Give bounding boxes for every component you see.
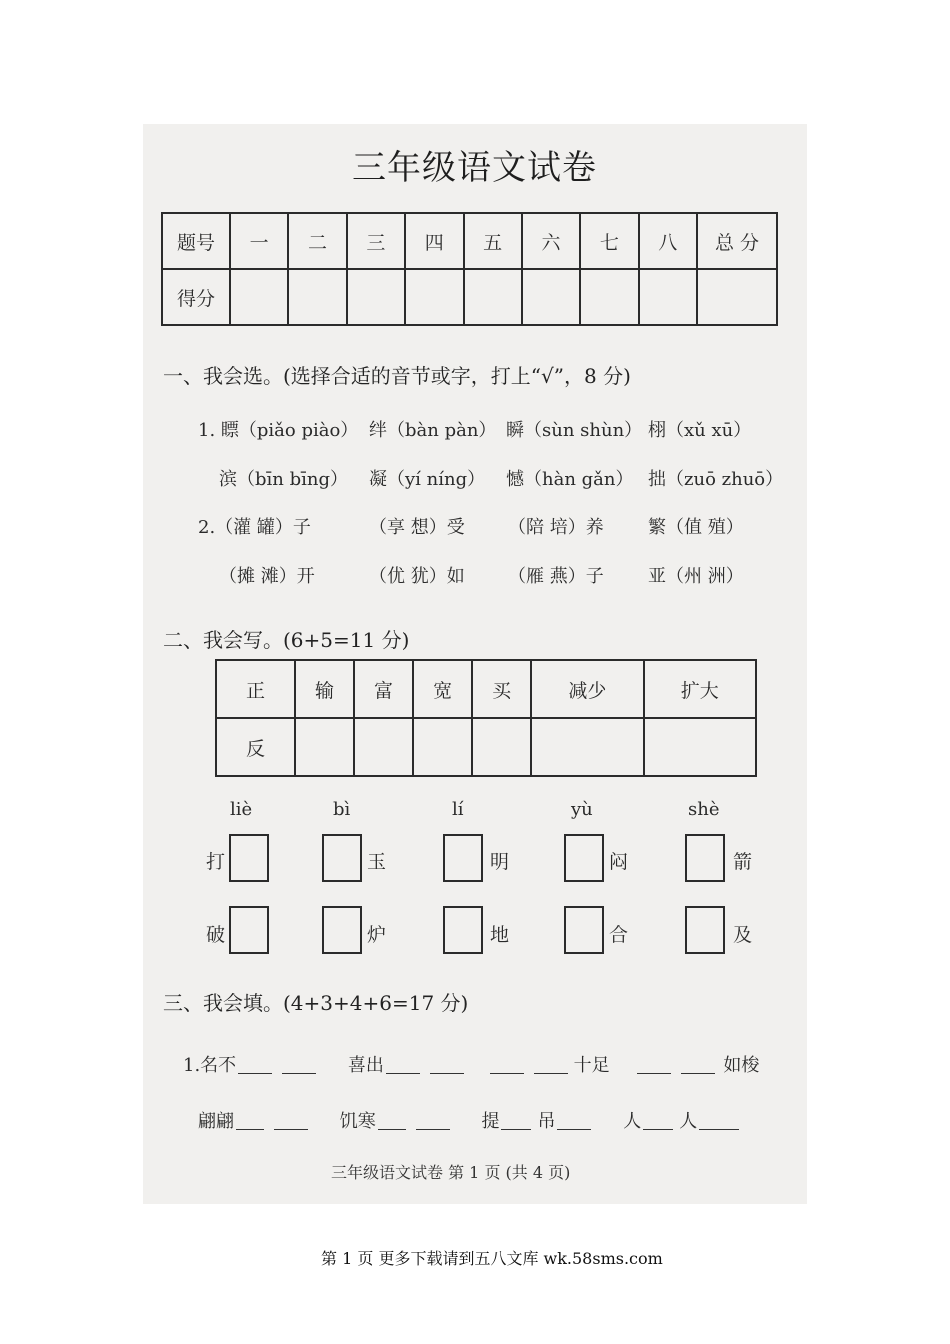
blank[interactable] <box>534 1055 568 1074</box>
page-footer: 三年级语文试卷 第 1 页 (共 4 页) <box>331 1163 571 1182</box>
table-cell: 减少 <box>531 660 643 718</box>
answer-cell[interactable] <box>295 718 354 776</box>
section1-heading: 一、我会选。(选择合适的音节或字，打上“√”，8 分) <box>163 364 631 388</box>
table-cell: 宽 <box>413 660 472 718</box>
word-char: 炉 <box>367 924 387 946</box>
q2-item: （享 想）受 <box>369 517 465 538</box>
char-box[interactable] <box>443 834 483 882</box>
score-table <box>161 212 778 326</box>
blank[interactable] <box>416 1111 450 1130</box>
word-char: 玉 <box>367 851 387 873</box>
answer-cell[interactable] <box>472 718 531 776</box>
table-cell: 三 <box>347 213 405 269</box>
q1-item: 凝（yí níng） <box>369 469 486 490</box>
table-cell: 七 <box>580 213 638 269</box>
table-cell: 买 <box>472 660 531 718</box>
char-box[interactable] <box>229 906 269 954</box>
section3-heading: 三、我会填。(4+3+4+6=17 分) <box>163 991 469 1015</box>
char-box[interactable] <box>322 834 362 882</box>
score-cell[interactable] <box>405 269 463 325</box>
idiom-text: 人 <box>623 1111 642 1132</box>
score-cell[interactable] <box>347 269 405 325</box>
table-cell: 反 <box>216 718 295 776</box>
idiom-text: 1.名不 <box>183 1055 237 1076</box>
antonym-table <box>215 659 757 777</box>
score-cell[interactable] <box>580 269 638 325</box>
answer-cell[interactable] <box>531 718 643 776</box>
pinyin-label: lí <box>452 799 464 820</box>
page-title: 三年级语文试卷 <box>352 148 597 188</box>
blank[interactable] <box>274 1111 308 1130</box>
blank[interactable] <box>699 1111 739 1130</box>
q2-item: 繁（值 殖） <box>648 517 744 538</box>
table-cell: 富 <box>354 660 413 718</box>
word-char: 明 <box>490 851 510 873</box>
table-cell: 四 <box>405 213 463 269</box>
table-cell: 六 <box>522 213 580 269</box>
blank[interactable] <box>378 1111 406 1130</box>
score-table-score-row <box>162 269 777 325</box>
table-cell: 八 <box>639 213 697 269</box>
antonym-row <box>216 660 756 718</box>
table-cell: 总 分 <box>697 213 777 269</box>
score-cell[interactable] <box>522 269 580 325</box>
idiom-text: 吊 <box>537 1111 556 1132</box>
idiom-text: 饥寒 <box>339 1111 376 1132</box>
char-box[interactable] <box>443 906 483 954</box>
download-caption: 第 1 页 更多下载请到五八文库 wk.58sms.com <box>321 1249 663 1268</box>
score-table-header-row <box>162 213 777 269</box>
section2-heading: 二、我会写。(6+5=11 分) <box>163 628 410 652</box>
blank[interactable] <box>557 1111 591 1130</box>
word-char: 地 <box>490 924 510 946</box>
idiom-text: 人 <box>679 1111 698 1132</box>
idiom-text: 如梭 <box>723 1055 760 1076</box>
char-box[interactable] <box>229 834 269 882</box>
char-box[interactable] <box>685 906 725 954</box>
word-char: 破 <box>206 924 226 946</box>
char-box[interactable] <box>685 834 725 882</box>
word-char: 箭 <box>733 851 753 873</box>
blank[interactable] <box>490 1055 524 1074</box>
idiom-line-2 <box>198 1107 739 1133</box>
blank[interactable] <box>238 1055 272 1074</box>
blank[interactable] <box>501 1111 531 1130</box>
q2-item: （优 犹）如 <box>369 566 465 587</box>
q1-item: 栩（xǔ xū） <box>648 420 752 441</box>
blank[interactable] <box>681 1055 715 1074</box>
pinyin-label: shè <box>688 799 720 820</box>
score-cell[interactable] <box>697 269 777 325</box>
answer-cell[interactable] <box>354 718 413 776</box>
q1-item: 憾（hàn gǎn） <box>506 469 634 490</box>
blank[interactable] <box>430 1055 464 1074</box>
score-cell[interactable] <box>639 269 697 325</box>
q1-item: 瞬（sùn shùn） <box>506 420 643 441</box>
blank[interactable] <box>643 1111 673 1130</box>
table-cell: 扩大 <box>644 660 756 718</box>
char-box[interactable] <box>564 906 604 954</box>
idiom-text: 喜出 <box>347 1055 384 1076</box>
q2-item: （陪 培）养 <box>508 517 604 538</box>
table-cell: 五 <box>464 213 522 269</box>
char-box[interactable] <box>564 834 604 882</box>
pinyin-label: liè <box>230 799 253 820</box>
table-cell: 输 <box>295 660 354 718</box>
word-char: 合 <box>609 924 629 946</box>
q2-item: 2.（灌 罐）子 <box>198 517 311 538</box>
word-char: 打 <box>206 851 226 873</box>
table-cell: 题号 <box>162 213 230 269</box>
q2-item: （摊 滩）开 <box>219 566 315 587</box>
idiom-text: 翩翩 <box>198 1111 234 1132</box>
score-cell[interactable] <box>288 269 346 325</box>
blank[interactable] <box>282 1055 316 1074</box>
word-char: 及 <box>733 924 753 946</box>
table-cell: 正 <box>216 660 295 718</box>
table-cell: 一 <box>230 213 288 269</box>
idiom-text: 十足 <box>573 1055 610 1076</box>
answer-cell[interactable] <box>413 718 472 776</box>
q2-item: （雁 燕）子 <box>508 566 604 587</box>
antonym-answer-row <box>216 718 756 776</box>
table-cell: 二 <box>288 213 346 269</box>
idiom-text: 提 <box>481 1111 500 1132</box>
q1-item: 滨（bīn bīng） <box>219 469 348 490</box>
q1-item: 拙（zuō zhuō） <box>648 469 784 490</box>
blank[interactable] <box>637 1055 671 1074</box>
score-cell[interactable] <box>464 269 522 325</box>
word-char: 闷 <box>609 851 629 873</box>
blank[interactable] <box>386 1055 420 1074</box>
table-cell: 得分 <box>162 269 230 325</box>
pinyin-label: yù <box>571 799 593 820</box>
answer-cell[interactable] <box>644 718 756 776</box>
char-box[interactable] <box>322 906 362 954</box>
q1-item: 1. 瞟（piǎo piào） <box>198 420 359 441</box>
blank[interactable] <box>236 1111 264 1130</box>
q2-item: 亚（州 洲） <box>648 566 744 587</box>
pinyin-label: bì <box>333 799 351 820</box>
score-cell[interactable] <box>230 269 288 325</box>
idiom-line-1 <box>183 1051 759 1077</box>
q1-item: 绊（bàn pàn） <box>369 420 497 441</box>
